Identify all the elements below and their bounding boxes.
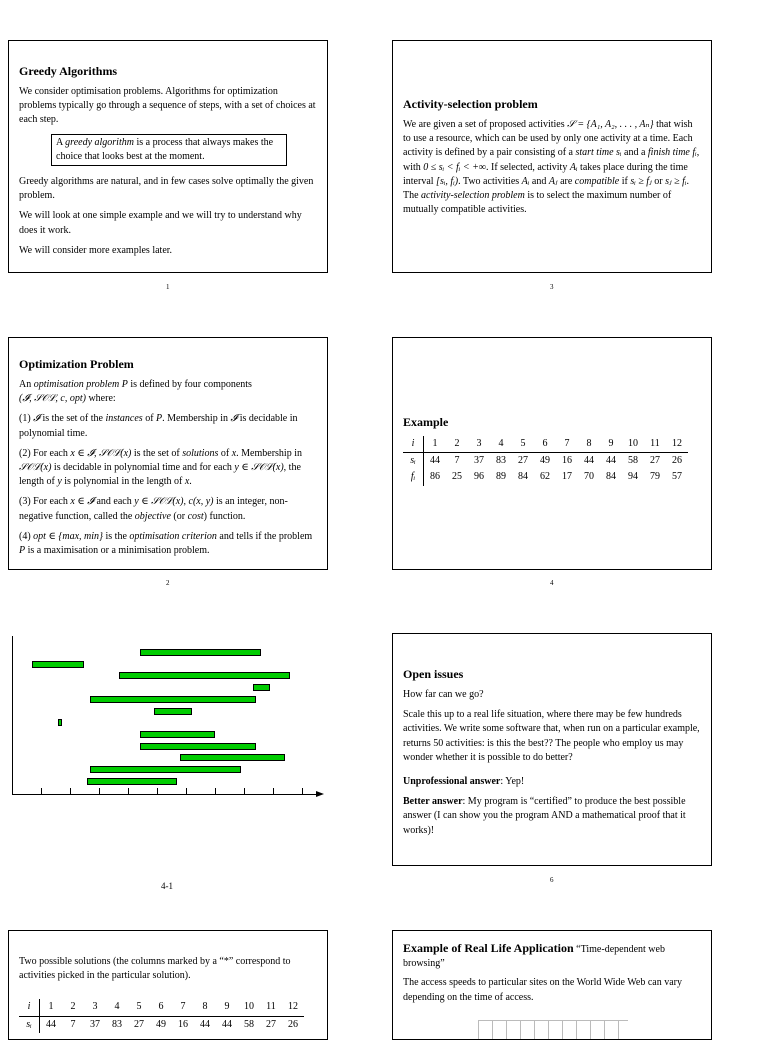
x-tick bbox=[99, 788, 100, 794]
slide-activity-selection bbox=[392, 40, 712, 273]
paragraph: Greedy algorithms are natural, and in few cases solve optimally the given problem. bbox=[19, 175, 314, 202]
table-cell: 16 bbox=[178, 1018, 188, 1030]
table-cell: 16 bbox=[562, 455, 572, 467]
slide-heading: Example of Real Life Application “Time-dependent web browsing” bbox=[403, 941, 665, 970]
table-cell: 49 bbox=[540, 455, 550, 467]
slide-title: Example bbox=[403, 415, 449, 429]
interval-bar bbox=[87, 778, 177, 785]
x-tick bbox=[244, 788, 245, 794]
table-cell: 17 bbox=[562, 471, 572, 483]
table-cell: 83 bbox=[112, 1018, 122, 1030]
interval-bar bbox=[90, 696, 255, 703]
slide-example bbox=[392, 337, 712, 570]
paragraph: How far can we go? bbox=[403, 689, 484, 701]
table-cell: 58 bbox=[628, 455, 638, 467]
paragraph: Unprofessional answer: Yep! bbox=[403, 775, 525, 787]
x-tick bbox=[186, 788, 187, 794]
table-cell: 44 bbox=[222, 1018, 232, 1030]
page-number: 4 bbox=[550, 579, 554, 587]
page-number: 1 bbox=[166, 283, 170, 291]
table-cell: 6 bbox=[150, 999, 172, 1016]
paragraph: Scale this up to a real life situation, where there may be few hundreds activities. We write some software that, when run on a particular example, returns 50 activities: is this the best?? The people who employ us may wonder whether it is possible to do better? bbox=[403, 709, 700, 763]
table-cell: 10 bbox=[622, 436, 644, 453]
slide-title: Activity-selection problem bbox=[403, 97, 538, 111]
table-cell: 26 bbox=[672, 455, 682, 467]
table-cell: 83 bbox=[496, 455, 506, 467]
paragraph: An optimisation problem P is defined by four components (𝓘, 𝒮𝒪ℒ, c, opt) where: bbox=[19, 379, 252, 405]
table-cell: 3 bbox=[84, 999, 106, 1016]
list-item: (1) 𝓘 is the set of the instances of P. Membership in 𝓘 is decidable in polynomial time. bbox=[19, 413, 298, 439]
table-cell: 37 bbox=[90, 1018, 100, 1030]
table-cell: 9 bbox=[600, 436, 622, 453]
table-cell: 7 bbox=[70, 1018, 76, 1030]
slide-open-issues bbox=[392, 633, 712, 866]
table-cell: 58 bbox=[244, 1018, 254, 1030]
paragraph: The access speeds to particular sites on the World Wide Web can vary depending on the time of access. bbox=[403, 977, 683, 1003]
table-cell: 70 bbox=[584, 471, 594, 483]
interval-bar bbox=[154, 708, 192, 715]
interval-bar bbox=[140, 743, 256, 750]
table-cell: 89 bbox=[496, 471, 506, 483]
interval-bar bbox=[32, 661, 84, 668]
row-label: i bbox=[19, 999, 40, 1016]
interval-bar bbox=[119, 672, 290, 679]
example-table bbox=[403, 436, 688, 486]
table-cell: 7 bbox=[454, 455, 460, 467]
table-cell: 25 bbox=[452, 471, 462, 483]
x-axis bbox=[12, 794, 318, 795]
slide-greedy-algorithms bbox=[8, 40, 328, 273]
x-tick bbox=[302, 788, 303, 794]
definition-box: A greedy algorithm is a process that always makes the choice that looks best at the moment. bbox=[51, 134, 287, 166]
table-cell: 27 bbox=[134, 1018, 144, 1030]
row-label: sᵢ bbox=[403, 453, 424, 470]
solutions-table bbox=[19, 999, 304, 1032]
table-cell: 5 bbox=[512, 436, 534, 453]
x-tick bbox=[70, 788, 71, 794]
paragraph: Better answer: My program is “certified” to produce the best possible answer (I can show you the program AND a mathematical proof that it works)! bbox=[403, 796, 686, 836]
x-tick bbox=[215, 788, 216, 794]
table-cell: 5 bbox=[128, 999, 150, 1016]
interval-bar bbox=[140, 731, 215, 738]
interval-chart bbox=[8, 636, 328, 806]
interval-bar bbox=[90, 766, 241, 773]
grid-fragment bbox=[478, 1020, 628, 1040]
list-item: (4) opt ∈ {max, min} is the optimisation criterion and tells if the problem P is a maximisation or a minimisation problem. bbox=[19, 530, 313, 556]
x-tick bbox=[157, 788, 158, 794]
table-cell: 2 bbox=[62, 999, 84, 1016]
slide-title: Open issues bbox=[403, 667, 464, 681]
row-label: sᵢ bbox=[19, 1016, 40, 1033]
page-number: 3 bbox=[550, 283, 554, 291]
table-cell: 94 bbox=[628, 471, 638, 483]
y-axis bbox=[12, 636, 13, 795]
x-tick bbox=[128, 788, 129, 794]
table-cell: 7 bbox=[172, 999, 194, 1016]
table-cell: 8 bbox=[578, 436, 600, 453]
table-cell: 44 bbox=[584, 455, 594, 467]
table-cell: 44 bbox=[200, 1018, 210, 1030]
table-cell: 4 bbox=[106, 999, 128, 1016]
table-cell: 79 bbox=[650, 471, 660, 483]
page-number: 2 bbox=[166, 579, 170, 587]
interval-bar bbox=[140, 649, 262, 656]
arrow-head bbox=[316, 791, 324, 797]
paragraph: Two possible solutions (the columns marked by a “*” correspond to activities picked in the particular solution). bbox=[19, 956, 291, 982]
paragraph: We will look at one simple example and we will try to understand why does it work. bbox=[19, 210, 302, 236]
list-item: (2) For each x ∈ 𝓘, 𝒮𝒪ℒ(x) is the set of solutions of x. Membership in 𝒮𝒪ℒ(x) is decidable in polynomial time and for each y ∈ 𝒮𝒪ℒ(x), the length of y is polynomial in the length of x. bbox=[19, 447, 302, 488]
x-tick bbox=[273, 788, 274, 794]
table-cell: 7 bbox=[556, 436, 578, 453]
table-cell: 44 bbox=[430, 455, 440, 467]
page-number: 6 bbox=[550, 876, 554, 884]
table-cell: 10 bbox=[238, 999, 260, 1016]
table-cell: 37 bbox=[474, 455, 484, 467]
interval-bar bbox=[253, 684, 270, 691]
x-tick bbox=[41, 788, 42, 794]
table-cell: 9 bbox=[216, 999, 238, 1016]
table-cell: 27 bbox=[650, 455, 660, 467]
table-cell: 27 bbox=[518, 455, 528, 467]
table-cell: 4 bbox=[490, 436, 512, 453]
table-cell: 11 bbox=[644, 436, 666, 453]
table-cell: 8 bbox=[194, 999, 216, 1016]
table-cell: 86 bbox=[430, 471, 440, 483]
slide-optimization-problem bbox=[8, 337, 328, 570]
table-cell: 49 bbox=[156, 1018, 166, 1030]
table-cell: 12 bbox=[666, 436, 688, 453]
table-cell: 1 bbox=[424, 436, 447, 453]
table-cell: 11 bbox=[260, 999, 282, 1016]
table-cell: 44 bbox=[46, 1018, 56, 1030]
table-cell: 3 bbox=[468, 436, 490, 453]
interval-bar bbox=[58, 719, 62, 726]
table-cell: 96 bbox=[474, 471, 484, 483]
table-cell: 1 bbox=[40, 999, 63, 1016]
paragraph: We will consider more examples later. bbox=[19, 244, 173, 256]
row-label: fᵢ bbox=[403, 469, 424, 485]
paragraph: We consider optimisation problems. Algorithms for optimization problems typically go through a sequence of steps, with a set of choices at each step. bbox=[19, 86, 316, 126]
table-cell: 84 bbox=[606, 471, 616, 483]
row-label: i bbox=[403, 436, 424, 453]
table-cell: 57 bbox=[672, 471, 682, 483]
table-cell: 6 bbox=[534, 436, 556, 453]
table-cell: 62 bbox=[540, 471, 550, 483]
table-cell: 2 bbox=[446, 436, 468, 453]
table-cell: 44 bbox=[606, 455, 616, 467]
table-cell: 84 bbox=[518, 471, 528, 483]
chart-label: 4-1 bbox=[161, 881, 173, 891]
interval-bar bbox=[180, 754, 284, 761]
list-item: (3) For each x ∈ 𝓘 and each y ∈ 𝒮𝒪ℒ(x), c(x, y) is an integer, non-negative function, called the objective (or cost) function. bbox=[19, 496, 288, 522]
table-cell: 12 bbox=[282, 999, 304, 1016]
paragraph: We are given a set of proposed activities 𝒮 = {A₁, A₂, . . . , Aₙ} that wish to use a resource, which can be used by only one activity at a time. Each activity is defined by a pair consisting of a start time sᵢ and a finish time fᵢ, with 0 ≤ sᵢ < fᵢ < +∞. If selected, activity Aᵢ takes place during the time interval [sᵢ, fᵢ). Two activities Aᵢ and Aⱼ are compatible if sᵢ ≥ fⱼ or sⱼ ≥ fᵢ. The activity-selection problem is to select the maximum number of mutually compatible activities. bbox=[403, 119, 700, 216]
table-cell: 27 bbox=[266, 1018, 276, 1030]
table-cell: 26 bbox=[288, 1018, 298, 1030]
slide-title: Optimization Problem bbox=[19, 357, 134, 371]
slide-title: Greedy Algorithms bbox=[19, 64, 118, 78]
